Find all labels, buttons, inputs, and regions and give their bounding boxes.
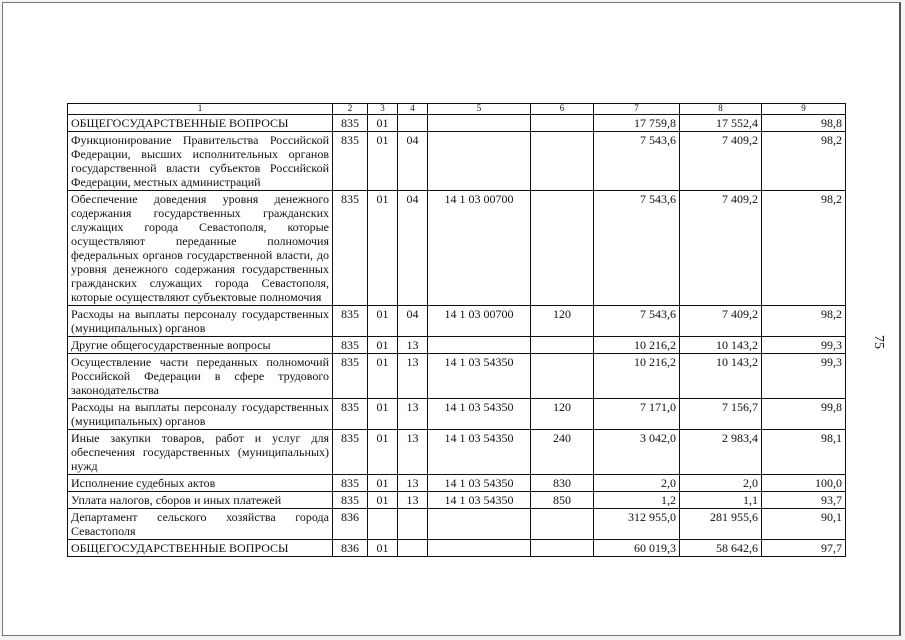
- cell-target-article: [428, 509, 531, 540]
- cell-subsection: 04: [398, 132, 428, 191]
- cell-section: 01: [368, 115, 398, 132]
- cell-expense-type: [531, 337, 594, 354]
- cell-subsection: [398, 509, 428, 540]
- row-name: Функционирование Правительства Российской Федерации, высших исполнительных органов государственной власти субъектов Российской Федерации, местных администраций: [68, 132, 333, 191]
- cell-section: 01: [368, 354, 398, 399]
- cell-code: 835: [333, 306, 368, 337]
- cell-plan: 10 216,2: [594, 354, 680, 399]
- row-name: ОБЩЕГОСУДАРСТВЕННЫЕ ВОПРОСЫ: [68, 540, 333, 557]
- cell-section: 01: [368, 540, 398, 557]
- cell-percent: 98,2: [762, 132, 846, 191]
- cell-subsection: 04: [398, 306, 428, 337]
- column-header: 8: [680, 104, 762, 115]
- cell-expense-type: [531, 191, 594, 306]
- cell-section: 01: [368, 337, 398, 354]
- cell-subsection: 04: [398, 191, 428, 306]
- cell-plan: 7 543,6: [594, 132, 680, 191]
- table-row: [68, 430, 846, 475]
- table-header-row: [68, 104, 846, 115]
- cell-subsection: 13: [398, 475, 428, 492]
- cell-actual: 281 955,6: [680, 509, 762, 540]
- cell-section: 01: [368, 430, 398, 475]
- cell-percent: 98,1: [762, 430, 846, 475]
- table-row: [68, 492, 846, 509]
- table-row: [68, 306, 846, 337]
- cell-percent: 99,8: [762, 399, 846, 430]
- cell-plan: 60 019,3: [594, 540, 680, 557]
- cell-code: 835: [333, 475, 368, 492]
- cell-actual: 17 552,4: [680, 115, 762, 132]
- cell-plan: 7 171,0: [594, 399, 680, 430]
- row-name: Исполнение судебных актов: [68, 475, 333, 492]
- cell-percent: 100,0: [762, 475, 846, 492]
- cell-code: 835: [333, 354, 368, 399]
- cell-expense-type: [531, 540, 594, 557]
- table-row: [68, 399, 846, 430]
- cell-percent: 98,8: [762, 115, 846, 132]
- column-header: 2: [333, 104, 368, 115]
- cell-target-article: 14 1 03 00700: [428, 306, 531, 337]
- cell-actual: 7 409,2: [680, 132, 762, 191]
- cell-expense-type: 120: [531, 399, 594, 430]
- row-name: Иные закупки товаров, работ и услуг для обеспечения государственных (муниципальных) нужд: [68, 430, 333, 475]
- cell-actual: 7 156,7: [680, 399, 762, 430]
- cell-expense-type: 830: [531, 475, 594, 492]
- cell-section: [368, 509, 398, 540]
- column-header: 7: [594, 104, 680, 115]
- column-header: 4: [398, 104, 428, 115]
- cell-plan: 1,2: [594, 492, 680, 509]
- cell-code: 835: [333, 399, 368, 430]
- cell-code: 835: [333, 492, 368, 509]
- row-name: Расходы на выплаты персоналу государственных (муниципальных) органов: [68, 306, 333, 337]
- table-row: [68, 475, 846, 492]
- column-header: 9: [762, 104, 846, 115]
- column-header: 3: [368, 104, 398, 115]
- cell-plan: 7 543,6: [594, 191, 680, 306]
- cell-section: 01: [368, 492, 398, 509]
- cell-target-article: 14 1 03 54350: [428, 492, 531, 509]
- row-name: Другие общегосударственные вопросы: [68, 337, 333, 354]
- cell-code: 835: [333, 132, 368, 191]
- cell-subsection: [398, 540, 428, 557]
- table-row: [68, 354, 846, 399]
- cell-expense-type: 120: [531, 306, 594, 337]
- table-row: [68, 132, 846, 191]
- column-header: 1: [68, 104, 333, 115]
- cell-percent: 99,3: [762, 337, 846, 354]
- cell-subsection: 13: [398, 492, 428, 509]
- cell-target-article: 14 1 03 54350: [428, 475, 531, 492]
- cell-plan: 3 042,0: [594, 430, 680, 475]
- cell-target-article: [428, 540, 531, 557]
- column-header: 6: [531, 104, 594, 115]
- table-row: [68, 337, 846, 354]
- cell-plan: 10 216,2: [594, 337, 680, 354]
- cell-section: 01: [368, 132, 398, 191]
- cell-actual: 7 409,2: [680, 191, 762, 306]
- cell-subsection: [398, 115, 428, 132]
- cell-code: 835: [333, 337, 368, 354]
- cell-plan: 2,0: [594, 475, 680, 492]
- cell-code: 836: [333, 540, 368, 557]
- cell-plan: 312 955,0: [594, 509, 680, 540]
- cell-target-article: [428, 337, 531, 354]
- row-name: Расходы на выплаты персоналу государственных (муниципальных) органов: [68, 399, 333, 430]
- cell-percent: 90,1: [762, 509, 846, 540]
- cell-code: 835: [333, 430, 368, 475]
- table-row: [68, 540, 846, 557]
- cell-expense-type: [531, 132, 594, 191]
- cell-code: 835: [333, 115, 368, 132]
- cell-section: 01: [368, 306, 398, 337]
- cell-actual: 7 409,2: [680, 306, 762, 337]
- cell-actual: 58 642,6: [680, 540, 762, 557]
- cell-expense-type: [531, 354, 594, 399]
- cell-target-article: [428, 132, 531, 191]
- cell-target-article: 14 1 03 54350: [428, 399, 531, 430]
- cell-subsection: 13: [398, 354, 428, 399]
- column-header: 5: [428, 104, 531, 115]
- cell-plan: 7 543,6: [594, 306, 680, 337]
- cell-percent: 97,7: [762, 540, 846, 557]
- cell-expense-type: [531, 115, 594, 132]
- cell-actual: 2,0: [680, 475, 762, 492]
- cell-actual: 10 143,2: [680, 337, 762, 354]
- cell-section: 01: [368, 191, 398, 306]
- cell-percent: 98,2: [762, 191, 846, 306]
- cell-target-article: 14 1 03 00700: [428, 191, 531, 306]
- cell-actual: 2 983,4: [680, 430, 762, 475]
- cell-plan: 17 759,8: [594, 115, 680, 132]
- row-name: Уплата налогов, сборов и иных платежей: [68, 492, 333, 509]
- document-page: [2, 2, 901, 636]
- row-name: Осуществление части переданных полномочий Российской Федерации в сфере трудового законодательства: [68, 354, 333, 399]
- cell-subsection: 13: [398, 337, 428, 354]
- table-row: [68, 509, 846, 540]
- cell-section: 01: [368, 399, 398, 430]
- cell-percent: 99,3: [762, 354, 846, 399]
- cell-expense-type: 240: [531, 430, 594, 475]
- cell-percent: 93,7: [762, 492, 846, 509]
- cell-target-article: 14 1 03 54350: [428, 430, 531, 475]
- page-number: 75: [871, 335, 886, 349]
- row-name: ОБЩЕГОСУДАРСТВЕННЫЕ ВОПРОСЫ: [68, 115, 333, 132]
- cell-expense-type: 850: [531, 492, 594, 509]
- cell-subsection: 13: [398, 430, 428, 475]
- cell-target-article: 14 1 03 54350: [428, 354, 531, 399]
- cell-section: 01: [368, 475, 398, 492]
- cell-actual: 1,1: [680, 492, 762, 509]
- table-row: [68, 191, 846, 306]
- row-name: Обеспечение доведения уровня денежного содержания государственных гражданских служащих города Севастополя, которые осуществляют переданные полномочия федеральных органов государственной власти, до уровня денежного содержания государственных гражданских служащих города Севастополя, которые осуществляют субъектовые полномочия: [68, 191, 333, 306]
- cell-actual: 10 143,2: [680, 354, 762, 399]
- table-row: [68, 115, 846, 132]
- cell-code: 836: [333, 509, 368, 540]
- cell-expense-type: [531, 509, 594, 540]
- row-name: Департамент сельского хозяйства города Севастополя: [68, 509, 333, 540]
- cell-code: 835: [333, 191, 368, 306]
- cell-target-article: [428, 115, 531, 132]
- budget-table: [67, 103, 846, 557]
- cell-percent: 98,2: [762, 306, 846, 337]
- cell-subsection: 13: [398, 399, 428, 430]
